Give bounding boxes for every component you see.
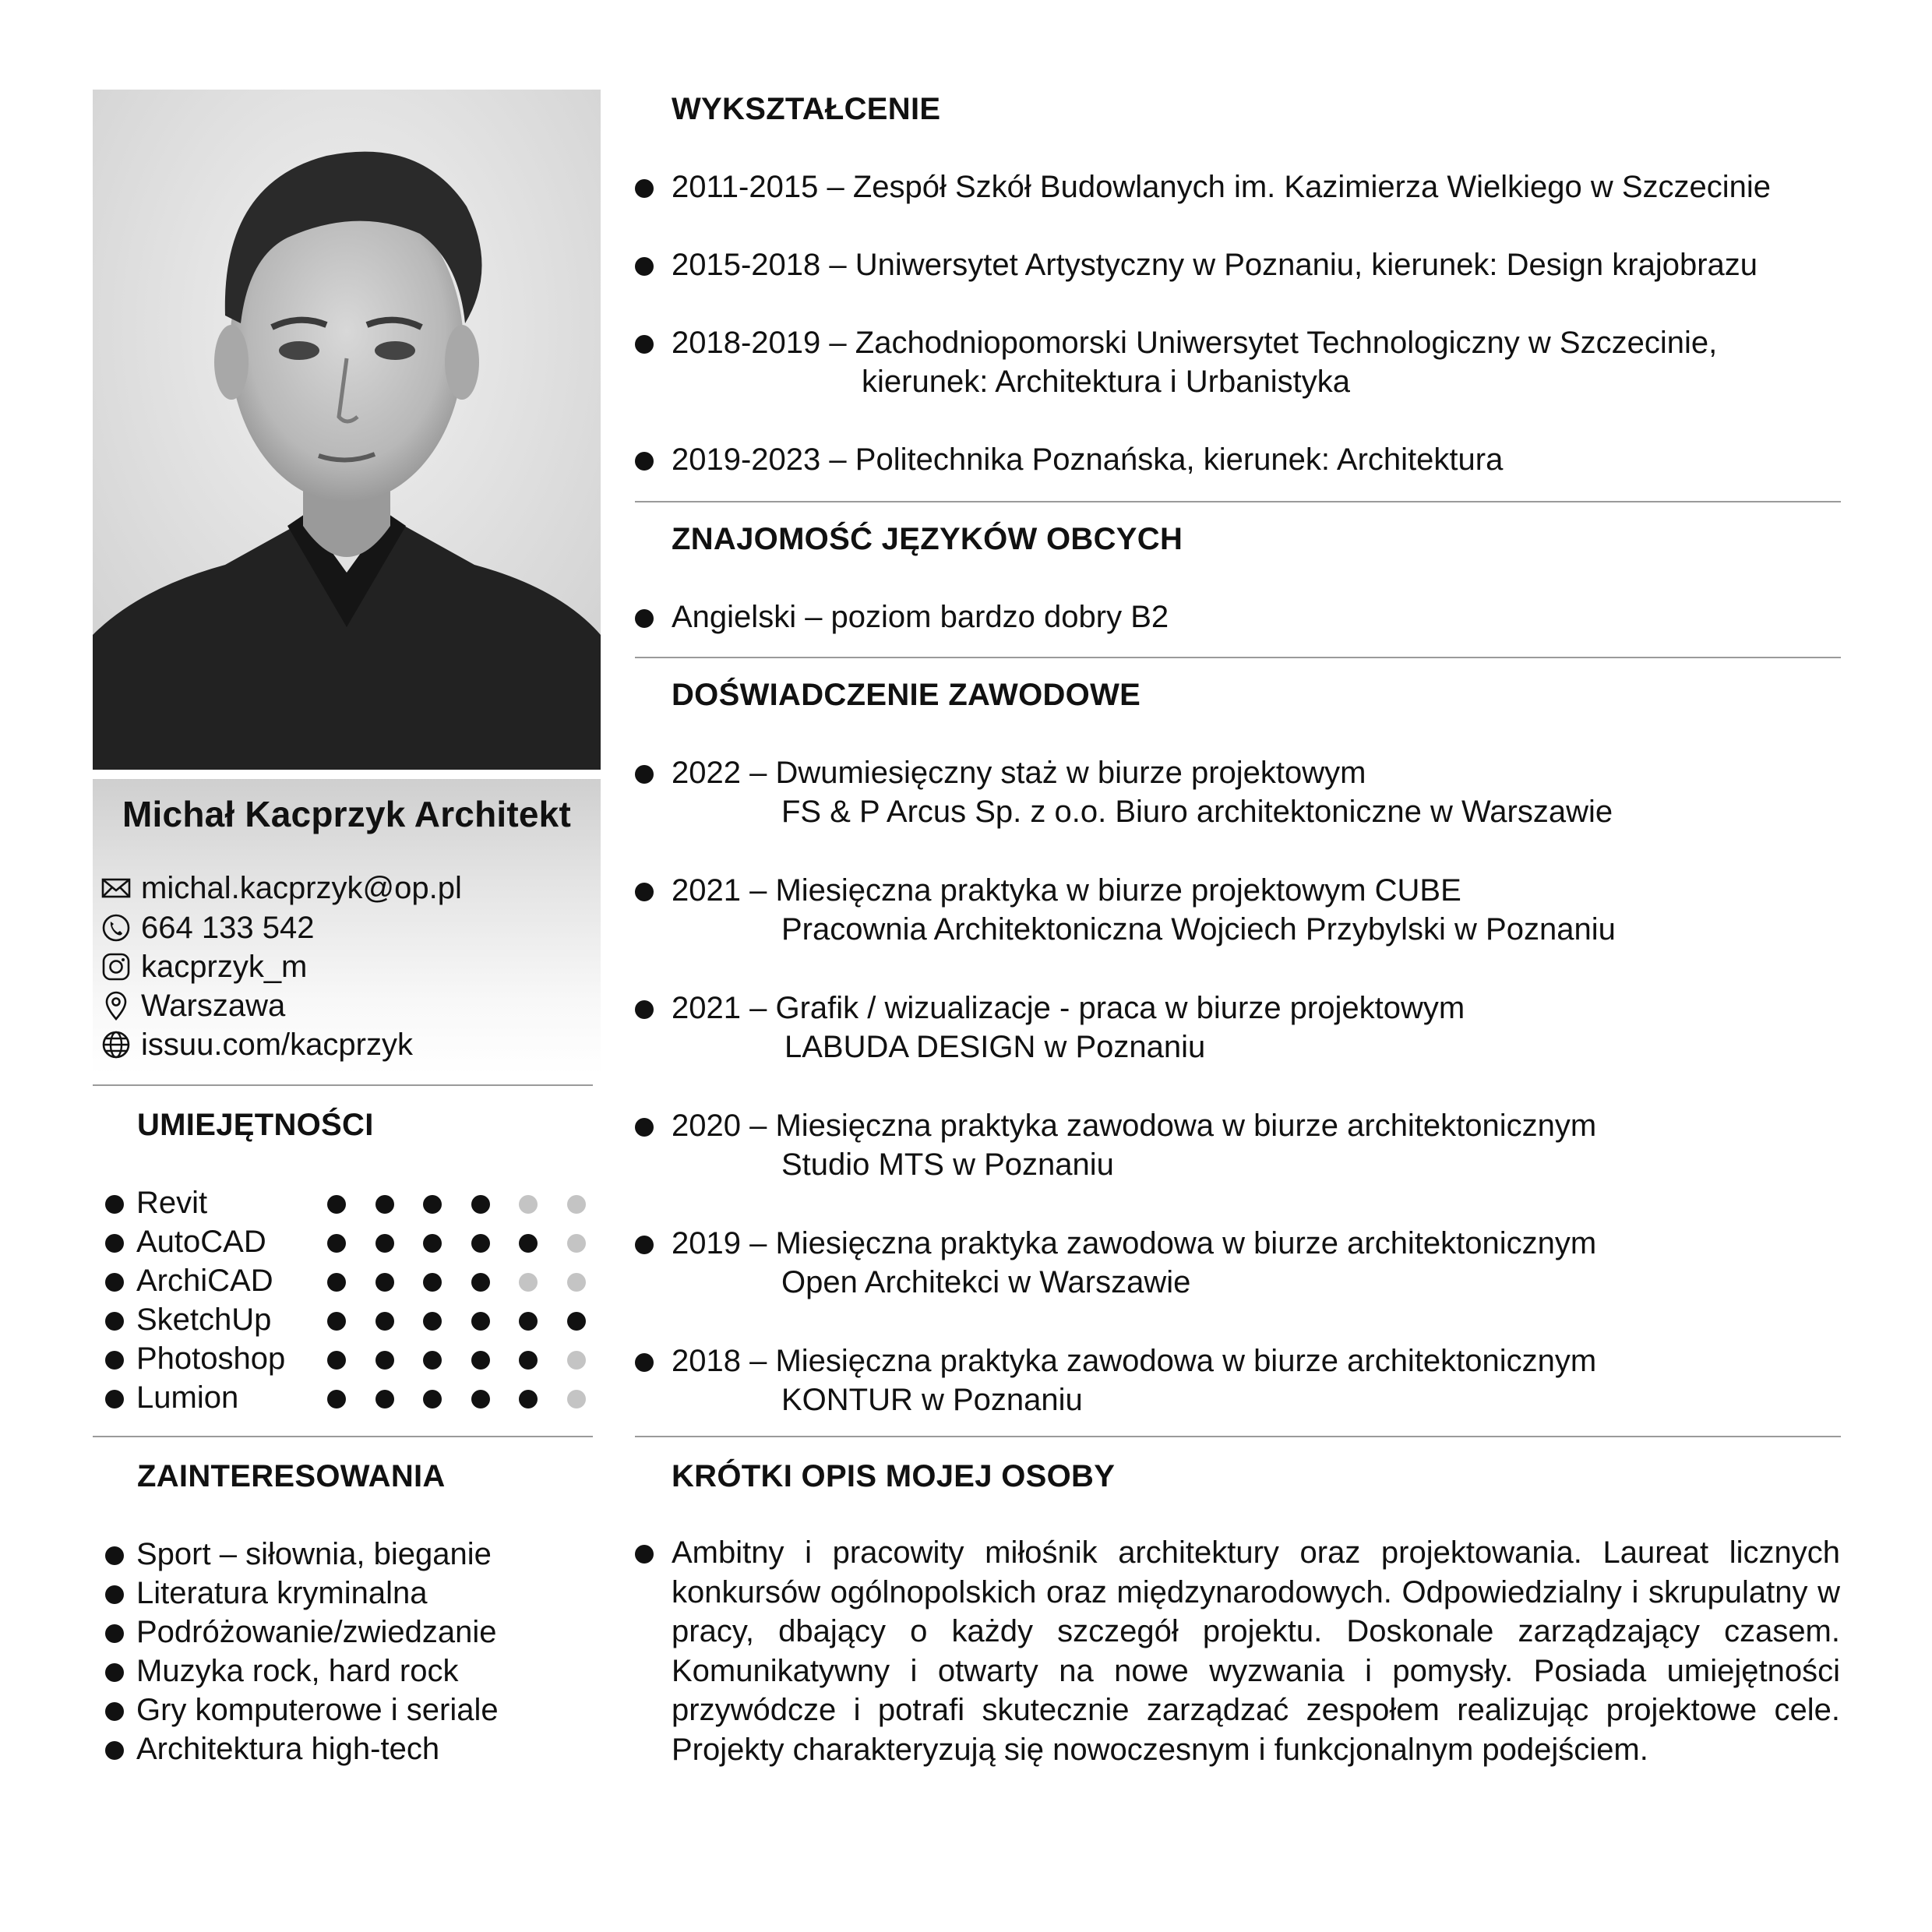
instagram-text: kacprzyk_m (141, 949, 308, 984)
bullet (635, 883, 654, 901)
bullet (105, 1663, 124, 1682)
rating-dot-empty (519, 1273, 538, 1292)
education-item: 2019-2023 – Politechnika Poznańska, kierunek: Architektura (672, 442, 1504, 477)
experience-item: 2021 – Grafik / wizualizacje - praca w biurze projektowym (672, 991, 1465, 1025)
education-text: Zespół Szkół Budowlanych im. Kazimierza Wielkiego w Szczecinie (852, 170, 1772, 204)
rating-dot-filled (471, 1312, 490, 1331)
experience-text: Miesięczna praktyka zawodowa w biurze architektonicznym (775, 1344, 1597, 1378)
experience-year: 2018 (672, 1344, 741, 1378)
skill-row (105, 1301, 604, 1340)
globe-icon (100, 1029, 132, 1060)
divider (93, 1436, 593, 1437)
rating-dot-filled (423, 1273, 442, 1292)
education-years: 2015-2018 (672, 248, 821, 282)
rating-dot-filled (519, 1312, 538, 1331)
experience-text: Dwumiesięczny staż w biurze projektowym (775, 756, 1366, 790)
education-years: 2019-2023 (672, 442, 821, 477)
phone-text: 664 133 542 (141, 910, 315, 945)
experience-text: Grafik / wizualizacje - praca w biurze projektowym (775, 991, 1465, 1025)
language-item: Angielski – poziom bardzo dobry B2 (672, 600, 1169, 634)
location-pin-icon (100, 990, 132, 1021)
rating-dot-filled (471, 1390, 490, 1408)
location-text: Warszawa (141, 988, 286, 1023)
mail-icon (100, 873, 132, 904)
about-description: Ambitny i pracowity miłośnik architektury oraz projektowania. Laureat licznych konkursów ogólnopolskich oraz międzynarodowych. Odpowiedzialny i skrupulatny w pracy, dbający o każdy szczegół projektu. Doskonale zarządzający czasem. Komunikatywny i otwarty na nowe wyzwania i pomysły. Posiada umiejętności przywódcze i potrafi skutecznie zarządzać zespołem realizując projektowe cele. Projekty charakteryzują się nowoczesnym i funkcjonalnym podejściem. (672, 1535, 1840, 1767)
rating-dot-filled (327, 1312, 346, 1331)
skill-row (105, 1184, 604, 1223)
experience-item: 2021 – Miesięczna praktyka w biurze projektowym CUBE (672, 873, 1461, 908)
rating-dot-empty (519, 1195, 538, 1214)
skill-row (105, 1262, 604, 1301)
experience-year: 2022 (672, 756, 741, 790)
bullet (635, 1000, 654, 1019)
skill-row (105, 1340, 604, 1379)
portrait-photo (93, 90, 601, 770)
person-name: Michał Kacprzyk Architekt (122, 794, 571, 834)
experience-title: DOŚWIADCZENIE ZAWODOWE (672, 678, 1141, 712)
rating-dot-empty (567, 1195, 586, 1214)
rating-dot-filled (327, 1234, 346, 1253)
bullet (105, 1702, 124, 1721)
experience-continuation: FS & P Arcus Sp. z o.o. Biuro architektoniczne w Warszawie (781, 795, 1613, 829)
contact-website[interactable] (100, 1025, 413, 1064)
bullet (105, 1585, 124, 1604)
email-text: michal.kacprzyk@op.pl (141, 870, 462, 905)
experience-text: Miesięczna praktyka zawodowa w biurze architektonicznym (775, 1226, 1597, 1260)
bullet (635, 1353, 654, 1372)
education-text: Politechnika Poznańska, kierunek: Architektura (855, 442, 1504, 477)
education-item: 2011-2015 – Zespół Szkół Budowlanych im. Kazimierza Wielkiego w Szczecinie (672, 170, 1772, 204)
education-continuation: kierunek: Architektura i Urbanistyka (862, 365, 1350, 399)
experience-text: Miesięczna praktyka zawodowa w biurze architektonicznym (775, 1109, 1597, 1143)
bullet (635, 179, 654, 198)
bullet (105, 1273, 124, 1292)
skill-row (105, 1223, 604, 1262)
languages-title: ZNAJOMOŚĆ JĘZYKÓW OBCYCH (672, 522, 1183, 556)
experience-year: 2019 (672, 1226, 741, 1260)
bullet (635, 609, 654, 628)
bullet (105, 1546, 124, 1565)
rating-dot-filled (471, 1195, 490, 1214)
rating-dot-filled (375, 1351, 394, 1370)
phone-icon (100, 912, 132, 943)
skill-row (105, 1379, 604, 1418)
education-item: 2018-2019 – Zachodniopomorski Uniwersytet Technologiczny w Szczecinie, (672, 326, 1718, 360)
contact-instagram[interactable] (100, 947, 307, 986)
experience-continuation: LABUDA DESIGN w Poznaniu (784, 1030, 1206, 1064)
contact-card (93, 779, 601, 1075)
rating-dot-filled (327, 1273, 346, 1292)
bullet (635, 1236, 654, 1254)
experience-item: 2022 – Dwumiesięczny staż w biurze projektowym (672, 756, 1366, 790)
experience-item: 2020 – Miesięczna praktyka zawodowa w biurze architektonicznym (672, 1109, 1597, 1143)
interests-title: ZAINTERESOWANIA (137, 1459, 446, 1493)
education-title: WYKSZTAŁCENIE (672, 92, 941, 126)
rating-dot-empty (567, 1351, 586, 1370)
rating-dot-filled (423, 1312, 442, 1331)
instagram-icon (100, 951, 132, 982)
divider (635, 657, 1841, 658)
experience-item: 2018 – Miesięczna praktyka zawodowa w biurze architektonicznym (672, 1344, 1597, 1378)
rating-dot-filled (471, 1273, 490, 1292)
experience-year: 2020 (672, 1109, 741, 1143)
interest-label: Architektura high-tech (136, 1732, 440, 1766)
profile-photo (93, 90, 601, 770)
rating-dot-filled (375, 1390, 394, 1408)
bullet (105, 1624, 124, 1643)
about-title: KRÓTKI OPIS MOJEJ OSOBY (672, 1459, 1116, 1493)
experience-year: 2021 (672, 873, 741, 908)
skill-label: AutoCAD (136, 1225, 266, 1259)
skill-label: SketchUp (136, 1303, 272, 1337)
education-years: 2018-2019 (672, 326, 821, 360)
interest-label: Sport – siłownia, bieganie (136, 1537, 492, 1571)
rating-dot-filled (519, 1234, 538, 1253)
rating-dot-filled (423, 1234, 442, 1253)
bullet (105, 1234, 124, 1253)
rating-dot-empty (567, 1234, 586, 1253)
interest-label: Literatura kryminalna (136, 1576, 428, 1610)
rating-dot-filled (375, 1234, 394, 1253)
skills-title: UMIEJĘTNOŚCI (137, 1108, 374, 1142)
rating-dot-filled (375, 1195, 394, 1214)
bullet (635, 452, 654, 471)
divider (93, 1084, 593, 1086)
contact-location (100, 986, 285, 1025)
bullet (105, 1741, 124, 1760)
education-text: Zachodniopomorski Uniwersytet Technologiczny w Szczecinie, (855, 326, 1718, 360)
experience-text: Miesięczna praktyka w biurze projektowym CUBE (775, 873, 1461, 908)
bullet (105, 1195, 124, 1214)
bullet (105, 1390, 124, 1408)
rating-dot-filled (327, 1195, 346, 1214)
skill-label: Lumion (136, 1380, 239, 1415)
bullet (635, 765, 654, 784)
skill-label: Revit (136, 1186, 208, 1220)
rating-dot-filled (423, 1390, 442, 1408)
interest-label: Podróżowanie/zwiedzanie (136, 1615, 497, 1649)
bullet (635, 335, 654, 354)
rating-dot-empty (567, 1273, 586, 1292)
bullet (635, 1545, 654, 1564)
rating-dot-filled (375, 1312, 394, 1331)
interest-label: Muzyka rock, hard rock (136, 1654, 459, 1688)
education-text: Uniwersytet Artystyczny w Poznaniu, kierunek: Design krajobrazu (855, 248, 1758, 282)
contact-phone[interactable] (100, 908, 314, 947)
rating-dot-filled (471, 1234, 490, 1253)
experience-continuation: Studio MTS w Poznaniu (781, 1148, 1114, 1182)
rating-dot-filled (519, 1390, 538, 1408)
rating-dot-empty (567, 1390, 586, 1408)
divider (635, 1436, 1841, 1437)
rating-dot-filled (519, 1351, 538, 1370)
rating-dot-filled (375, 1273, 394, 1292)
rating-dot-filled (327, 1351, 346, 1370)
bullet (635, 1118, 654, 1137)
rating-dot-filled (423, 1195, 442, 1214)
interest-label: Gry komputerowe i seriale (136, 1693, 499, 1727)
experience-continuation: Pracownia Architektoniczna Wojciech Przybylski w Poznaniu (781, 912, 1616, 947)
experience-continuation: Open Architekci w Warszawie (781, 1265, 1191, 1299)
bullet (105, 1312, 124, 1331)
contact-email[interactable] (100, 869, 462, 908)
divider (635, 501, 1841, 502)
website-text: issuu.com/kacprzyk (141, 1027, 413, 1062)
rating-dot-filled (567, 1312, 586, 1331)
rating-dot-filled (423, 1351, 442, 1370)
experience-year: 2021 (672, 991, 741, 1025)
skill-label: ArchiCAD (136, 1264, 273, 1298)
experience-item: 2019 – Miesięczna praktyka zawodowa w biurze architektonicznym (672, 1226, 1597, 1260)
experience-continuation: KONTUR w Poznaniu (781, 1383, 1083, 1417)
education-years: 2011-2015 (672, 170, 819, 204)
skill-label: Photoshop (136, 1341, 286, 1376)
rating-dot-filled (471, 1351, 490, 1370)
education-item: 2015-2018 – Uniwersytet Artystyczny w Poznaniu, kierunek: Design krajobrazu (672, 248, 1758, 282)
bullet (105, 1351, 124, 1370)
bullet (635, 257, 654, 276)
rating-dot-filled (327, 1390, 346, 1408)
